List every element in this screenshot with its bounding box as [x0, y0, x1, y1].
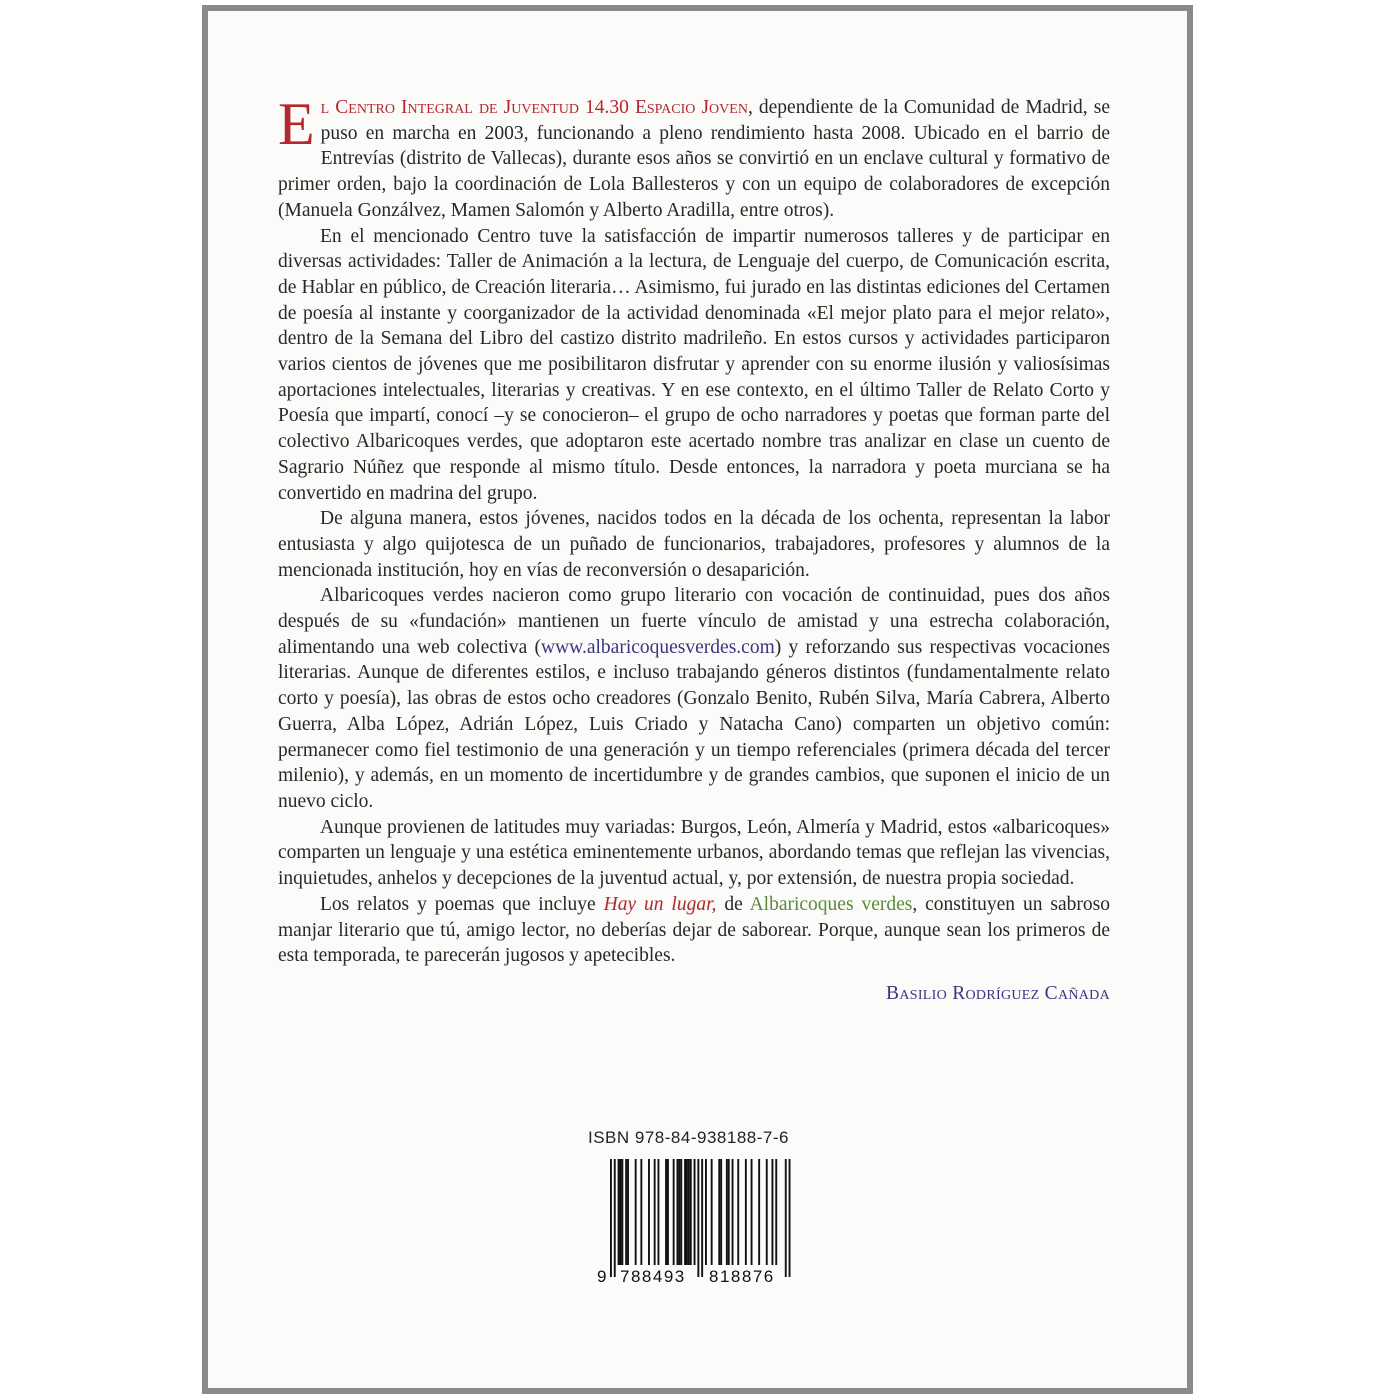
barcode-bar: [680, 1159, 682, 1265]
paragraph-6-middle: de: [716, 893, 750, 915]
center-name: l Centro Integral de Juventud 14.30 Espacio Joven: [320, 97, 748, 118]
group-name: Albaricoques verdes: [749, 893, 913, 915]
barcode-bar: [678, 1159, 680, 1265]
book-title: Hay un lugar,: [603, 893, 717, 915]
paragraph-3: De alguna manera, estos jóvenes, nacidos todos en la década de los ochenta, representan la labor entusiasta y algo quijotesca de un puñado de funcionarios, trabajadores, profesores y alumnos de la mencionada institución, hoy en vías de reconversión o desaparición.: [278, 508, 1110, 581]
barcode-bar: [688, 1159, 690, 1265]
barcode-bar: [640, 1159, 642, 1265]
barcode-bar: [620, 1159, 622, 1265]
drop-cap: E: [278, 91, 315, 157]
paragraph-4-before: Albaricoques verdes nacieron como grupo literario con vocación de continuidad, pues dos años después de su «fundación» mantienen un fuerte vínculo de amistad y una estrecha colaboración, alimentando una web colectiva (: [278, 585, 1110, 658]
barcode-bar: [711, 1159, 713, 1265]
barcode-bar: [621, 1159, 623, 1265]
paragraph-4: [278, 583, 1110, 814]
book-back-cover: [202, 5, 1193, 1394]
barcode-bar: [728, 1159, 730, 1265]
barcode-bar: [618, 1159, 620, 1265]
barcode-bar: [658, 1159, 660, 1265]
barcode-bar: [789, 1159, 791, 1277]
barcode-digits-left: 788493: [617, 1267, 689, 1287]
barcode-digit-first: 9: [597, 1267, 607, 1286]
barcode-bar: [758, 1159, 760, 1265]
barcode-bar: [625, 1159, 627, 1265]
barcode-bar: [705, 1159, 707, 1265]
paragraph-2: En el mencionado Centro tuve la satisfacción de impartir numerosos talleres y de participar en diversas actividades: Taller de Animación a la lectura, de Lenguaje del cuerpo, de Comunicación escrita, de Hablar en público, de Creación literaria… Asimismo, fui jurado en las distintas ediciones del Certamen de poesía al instante y coorganizador de la actividad denominada «El mejor plato para el mejor relato», dentro de la Semana del Libro del castizo distrito madrileño. En estos cursos y actividades participaron varios cientos de jóvenes que me posibilitaron disfrutar y aprender con su enorme ilusión y valiosísimas aportaciones intelectuales, literarias y creativas. Y en ese contexto, en el último Taller de Relato Corto y Poesía que impartí, conocí –y se conocieron– el grupo de ocho narradores y poetas que forman parte del colectivo Albaricoques verdes, que adoptaron este acertado nombre tras analizar en clase un cuento de Sagrario Núñez que responde al mismo título. Desde entonces, la narradora y poeta murciana se ha convertido en madrina del grupo.: [278, 225, 1110, 504]
barcode-bar: [686, 1159, 688, 1265]
barcode-bars: [610, 1159, 800, 1281]
barcode-digits: [593, 1265, 810, 1295]
barcode-bar: [772, 1159, 774, 1265]
barcode-digits-right: 818876: [706, 1267, 778, 1287]
barcode-bar: [737, 1159, 739, 1265]
paragraph-6: [278, 892, 1110, 969]
barcode-bar: [726, 1159, 728, 1265]
barcode: [593, 1159, 810, 1299]
paragraph-5: Aunque provienen de latitudes muy variadas: Burgos, León, Almería y Madrid, estos «albaricoques» comparten un lenguaje y una estética eminentemente urbanos, abordando temas que reflejan las vivencias, inquietudes, anhelos y decepciones de la juventud actual, y, por extensión, de nuestra propia sociedad.: [278, 816, 1110, 890]
barcode-bar: [751, 1159, 753, 1265]
barcode-bar: [614, 1159, 616, 1277]
website-link[interactable]: www.albaricoquesverdes.com: [541, 636, 775, 658]
barcode-bar: [701, 1159, 703, 1277]
barcode-bar: [766, 1159, 768, 1265]
barcode-bar: [785, 1159, 787, 1277]
paragraph-6-before: Los relatos y poemas que incluye: [320, 893, 604, 915]
barcode-bar: [684, 1159, 686, 1265]
barcode-bar: [648, 1159, 650, 1265]
paragraph-1-body: , dependiente de la Comunidad de Madrid, se puso en marcha en 2003, funcionando a pleno rendimiento hasta 2008. Ubicado en el barrio de Entrevías (distrito de Vallecas), durante esos años se convirtió en un enclave cultural y formativo de primer orden, bajo la coordinación de Lola Ballesteros y con un equipo de colaboradores de excepción (Manuela Gonzálvez, Mamen Salomón y Alberto Aradilla, entre otros).: [278, 97, 1110, 221]
barcode-bar: [732, 1159, 734, 1265]
barcode-bar: [690, 1159, 692, 1265]
barcode-bar: [775, 1159, 777, 1265]
barcode-bar: [697, 1159, 699, 1277]
barcode-bar: [610, 1159, 612, 1277]
barcode-bar: [677, 1159, 679, 1265]
barcode-bar: [654, 1159, 656, 1265]
paragraph-6-after: , constituyen un sabroso manjar literario que tú, amigo lector, no deberías dejar de saborear. Porque, aunque sean los primeros de esta temporada, te parecerán jugosos y apetecibles.: [278, 893, 1110, 967]
barcode-bar: [694, 1159, 696, 1265]
author-signature: Basilio Rodríguez Cañada: [886, 982, 1110, 1004]
isbn-label: ISBN 978-84-938188-7-6: [588, 1128, 789, 1147]
barcode-bar: [667, 1159, 669, 1265]
barcode-bar: [673, 1159, 675, 1265]
barcode-bar: [718, 1159, 720, 1265]
barcode-bar: [720, 1159, 722, 1265]
blurb-text: [278, 91, 1110, 1007]
barcode-bar: [745, 1159, 747, 1265]
barcode-bar: [665, 1159, 667, 1265]
paragraph-1: [278, 91, 1110, 224]
paragraph-4-after: ) y reforzando sus respectivas vocaciones literarias. Aunque de diferentes estilos, e incluso trabajando géneros distintos (fundamentalmente relato corto y poesía), las obras de estos ocho creadores (Gonzalo Benito, Rubén Silva, María Cabrera, Alberto Guerra, Alba López, Adrián López, Luis Criado y Natacha Cano) comparten un objetivo común: permanecer como fiel testimonio de una generación y un tiempo referenciales (primera década del tercer milenio), y además, en un momento de incertidumbre y de grandes cambios, que suponen el inicio de un nuevo ciclo.: [278, 636, 1110, 812]
barcode-bar: [635, 1159, 637, 1265]
barcode-bar: [627, 1159, 629, 1265]
